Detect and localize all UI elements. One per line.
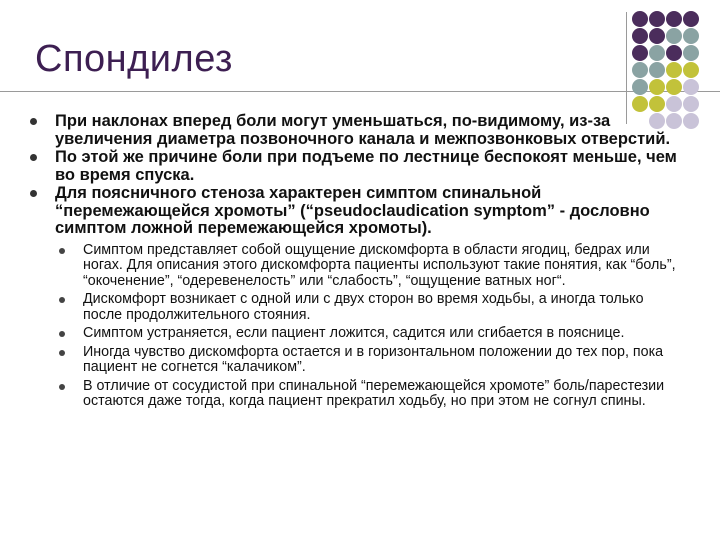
decorative-dot <box>632 96 648 112</box>
vertical-divider-line <box>626 12 627 124</box>
decorative-dot <box>649 28 665 44</box>
decorative-dot <box>632 11 648 27</box>
sub-bullet-icon <box>59 248 65 254</box>
sub-bullet-text: Симптом представляет собой ощущение дискомфорта в области ягодиц, бедрах или ногах. Для описания этого дискомфорта пациенты используют такие понятия, как “боль”, “окоченение”, “одеревенелость” или “слабость”, “ощущение ватных ног“. <box>83 241 676 289</box>
sub-bullet-text: Дискомфорт возникает с одной или с двух сторон во время ходьбы, а иногда только после продолжительного стояния. <box>83 291 644 323</box>
decorative-dot <box>683 79 699 95</box>
bullet-text: По этой же причине боли при подъеме по лестнице беспокоят меньше, чем во время спуска. <box>55 148 677 184</box>
decorative-dot <box>683 45 699 61</box>
decorative-dot <box>649 79 665 95</box>
sub-bullet-text: В отличие от сосудистой при спинальной “перемежающейся хромоте” боль/парестезии остаются даже тогда, когда пациент прекратил ходьбу, но при этом не согнул спины. <box>83 377 665 409</box>
sub-bullet-text: Иногда чувство дискомфорта остается и в горизонтальном положении до тех пор, пока пациент не согнется “калачиком”. <box>83 343 664 375</box>
bullet-text: Для поясничного стеноза характерен симптом спинальной “перемежающейся хромоты” (“pseudoclaudication symptom” - дословно симптом ложной перемежающейся хромоты). <box>55 184 650 237</box>
main-bullet-list <box>0 113 700 413</box>
decorative-dot <box>632 79 648 95</box>
bullet-text: При наклонах вперед боли могут уменьшаться, по-видимому, из-за увеличения диаметра позвоночного канала и межпозвонковых отверстий. <box>55 112 671 148</box>
decorative-dot <box>649 45 665 61</box>
decorative-dot <box>683 62 699 78</box>
sub-bullet-icon <box>59 350 65 356</box>
bullet-icon <box>30 154 37 161</box>
decorative-dot-grid <box>632 11 720 121</box>
decorative-dot <box>666 11 682 27</box>
decorative-dot <box>666 28 682 44</box>
decorative-dot <box>683 28 699 44</box>
decorative-dot <box>683 11 699 27</box>
bullet-icon <box>30 118 37 125</box>
sub-bullet-item <box>55 326 683 342</box>
sub-bullet-item <box>55 292 683 323</box>
horizontal-divider-line <box>0 91 720 92</box>
decorative-dot <box>632 62 648 78</box>
bullet-icon <box>30 190 37 197</box>
sub-bullet-item <box>55 379 683 410</box>
decorative-dot <box>666 62 682 78</box>
bullet-item <box>0 113 700 148</box>
sub-bullet-item <box>55 243 683 290</box>
decorative-dot <box>666 45 682 61</box>
decorative-dot <box>649 62 665 78</box>
decorative-dot <box>632 45 648 61</box>
decorative-dot <box>649 11 665 27</box>
decorative-dot <box>632 28 648 44</box>
slide-title: Спондилез <box>35 38 233 80</box>
bullet-item <box>0 185 700 410</box>
bullet-item <box>0 149 700 184</box>
sub-bullet-icon <box>59 384 65 390</box>
decorative-dot <box>649 96 665 112</box>
decorative-dot <box>683 96 699 112</box>
decorative-dot <box>666 96 682 112</box>
decorative-dot <box>666 79 682 95</box>
sub-bullet-icon <box>59 297 65 303</box>
sub-bullet-item <box>55 345 683 376</box>
sub-bullet-text: Симптом устраняется, если пациент ложится, садится или сгибается в пояснице. <box>83 325 625 341</box>
sub-bullet-list <box>55 243 700 410</box>
sub-bullet-icon <box>59 331 65 337</box>
